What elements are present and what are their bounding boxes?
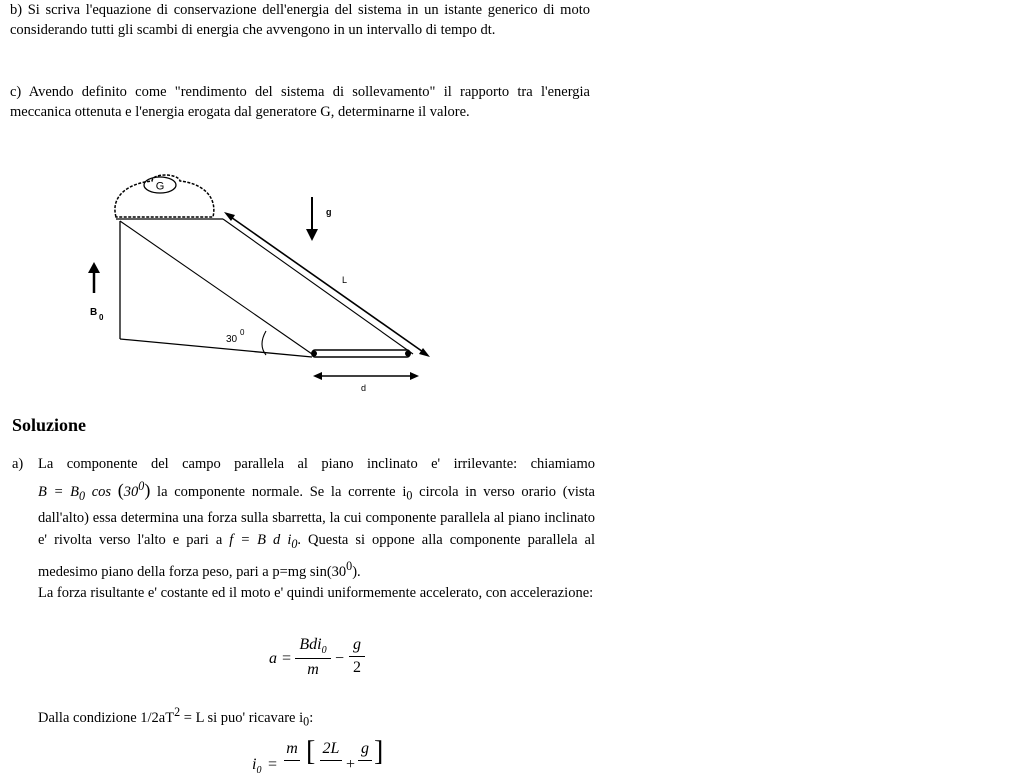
dalla-text-2: = L si puo' ricavare i <box>180 709 304 726</box>
sliding-bar <box>311 350 411 357</box>
generator <box>115 175 214 217</box>
normal-field-equation: $B = B_0$ $\cos (30^0)$ <box>38 479 151 503</box>
current-formula: $i_0$ = m [ 2L + g ] <box>252 736 384 777</box>
part-a-body <box>38 453 595 604</box>
formula-a-num-sub: 0 <box>321 645 327 657</box>
width-label: d <box>361 383 367 393</box>
formula-i-plus: + <box>346 756 356 773</box>
field-arrow <box>88 262 104 322</box>
part-b-paragraph <box>10 0 590 40</box>
formula-a-minus: − <box>335 650 345 667</box>
formula-a-lhs: a = <box>269 650 292 667</box>
angle-label-group <box>226 328 245 345</box>
part-a-text-2: la componente normale. Se la corrente i <box>150 483 407 500</box>
eq-30: 30 <box>123 483 139 500</box>
dalla-text-3: : <box>309 709 314 726</box>
formula-i-lhs-sub: 0 <box>256 765 262 777</box>
part-a-text-1: La componente del campo parallela al piano inclinato e' irrilevante: chiamiamo <box>38 456 595 472</box>
part-a-text-4: . Questa si oppone alla componente parallela al medesimo piano della forza peso, pari a p=mg sin(30 <box>38 531 596 580</box>
formula-i-lhs-group <box>252 756 261 776</box>
condition-text <box>38 705 313 730</box>
formula-a-den: m <box>307 661 319 679</box>
gravity-label: g <box>326 207 332 217</box>
acceleration-formula <box>265 636 375 686</box>
current-sub: 0 <box>406 488 413 503</box>
field-label: B <box>90 307 98 318</box>
part-a-text-3: circola in verso orario (vista dall'alto) essa determina una forza sulla sbarretta, la cui componente parallela al piano inclinato e' rivolta verso l'alto e pari a <box>38 483 595 548</box>
part-a-letter: a) <box>12 456 24 472</box>
gravity-arrow <box>306 197 332 241</box>
part-a-text-5: ). <box>352 563 361 580</box>
dalla-sup: 2 <box>174 705 181 719</box>
angle-sup: 0 <box>240 328 245 337</box>
formula-a-fraction-1 <box>295 636 331 679</box>
formula-i-inner-num2: g <box>361 740 369 757</box>
formula-a-num: Bdi <box>299 636 322 653</box>
formula-i-inner-num: 2L <box>322 740 340 757</box>
formula-i-num: m <box>286 740 298 757</box>
part-a-text-6: La forza risultante e' costante ed il moto e' quindi uniformemente accelerato, con accelerazione: <box>38 585 594 602</box>
length-label: L <box>342 275 348 285</box>
width-arrow <box>313 372 419 393</box>
part-c-text: c) Avendo definito come "rendimento del sistema di sollevamento" il rapporto tra l'energia meccanica ottenuta e l'energia erogata dal generatore G, determinarne il valore. <box>10 84 590 120</box>
force-equation <box>229 531 298 551</box>
eq-deg: 0 <box>138 479 145 493</box>
part-a-text-4-sup: 0 <box>346 558 353 573</box>
eq-b-main: B = B <box>38 483 79 500</box>
formula-i-inner-fraction-1 <box>320 740 342 763</box>
generator-label: G <box>155 180 165 193</box>
solution-part-a <box>12 453 595 604</box>
dalla-sub: 0 <box>303 714 310 729</box>
formula-i-eq: = <box>268 756 278 773</box>
eq-f-sub: 0 <box>291 536 298 551</box>
solution-heading: Soluzione <box>12 415 87 435</box>
eq-b-sub: 0 <box>78 488 85 503</box>
part-c-paragraph <box>10 82 590 122</box>
formula-a-num2: g <box>353 636 361 653</box>
dalla-text-1: Dalla condizione 1/2aT <box>38 709 175 726</box>
formula-i-inner-fraction-2 <box>358 740 372 763</box>
length-arrow <box>224 212 430 357</box>
formula-i-fraction <box>284 740 300 763</box>
eq-f-main: f = B d i <box>229 531 292 548</box>
inclined-plane-diagram <box>80 165 460 400</box>
field-label-sub: 0 <box>99 313 104 322</box>
angle-label: 30 <box>226 334 238 345</box>
eq-cos: cos <box>85 483 118 500</box>
part-b-text: b) Si scriva l'equazione di conservazione dell'energia del sistema in un istante generico di moto considerando tutti gli scambi di energia che avvengono in un intervallo di tempo dt. <box>10 2 590 38</box>
formula-i-lhs: i <box>252 756 257 773</box>
formula-a-fraction-2 <box>349 636 365 677</box>
formula-a-den2: 2 <box>353 659 361 676</box>
